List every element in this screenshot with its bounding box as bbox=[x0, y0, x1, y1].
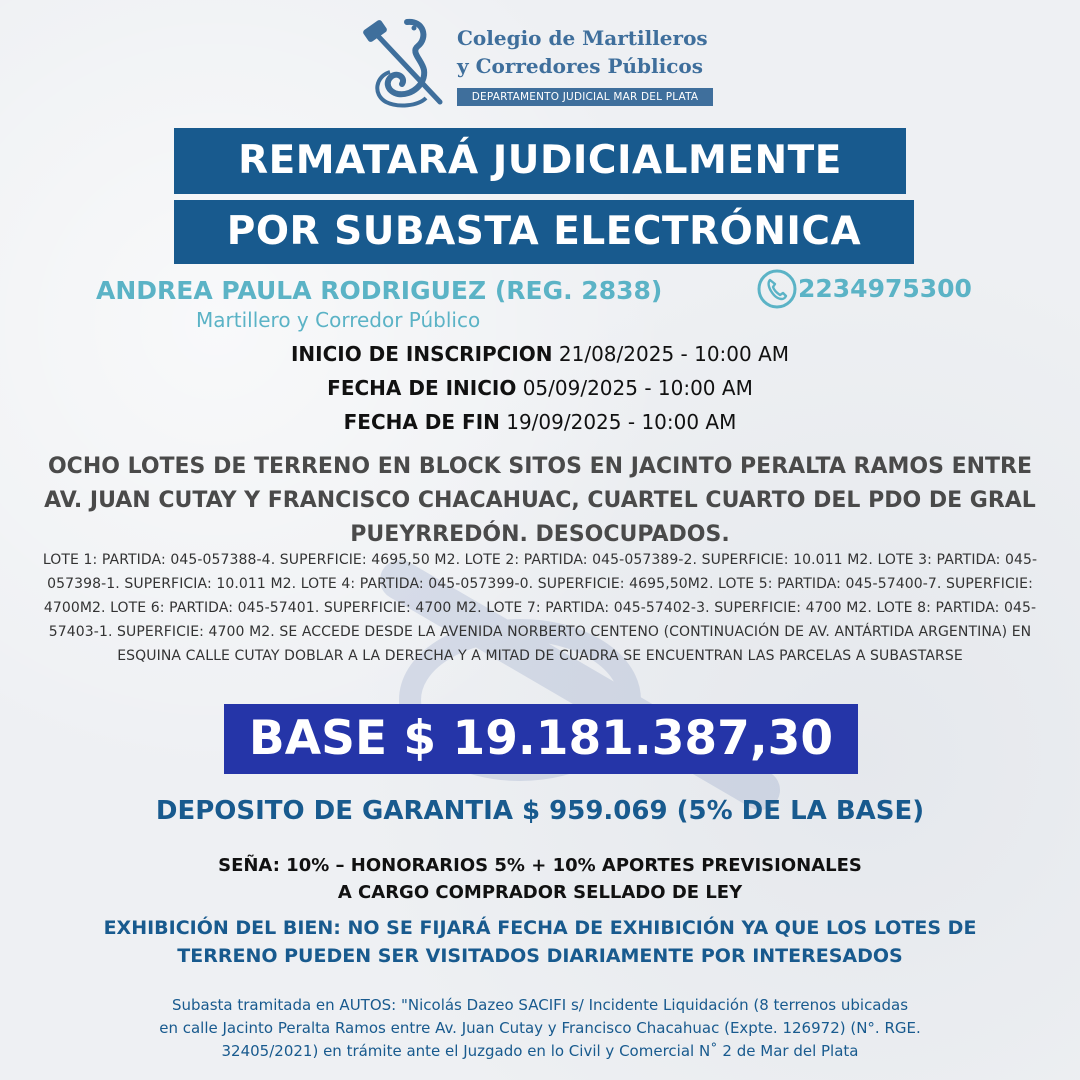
logo bbox=[362, 14, 722, 114]
auctioneer-title: Martillero y Corredor Público bbox=[196, 308, 481, 332]
logo-title-line2: y Corredores Públicos bbox=[457, 54, 703, 78]
case-reference-line2: en calle Jacinto Peralta Ramos entre Av. Juan Cutay y Francisco Chacahuac (Expte. 126972) (N°. RGE. bbox=[159, 1019, 921, 1037]
date-fin-value: 19/09/2025 - 10:00 AM bbox=[506, 410, 737, 434]
deposit-guarantee: DEPOSITO DE GARANTIA $ 959.069 (5% DE LA BASE) bbox=[155, 796, 925, 826]
base-price-banner: BASE $ 19.181.387,30 bbox=[224, 704, 858, 774]
exhibition-notice bbox=[40, 914, 1040, 970]
lots-detail: LOTE 1: PARTIDA: 045-057388-4. SUPERFICIE: 4695,50 M2. LOTE 2: PARTIDA: 045-057389-2. SUPERFICIE: 10.011 M2. LOTE 3: PARTIDA: 045-057398-1. SUPERFICIA: 10.011 M2. LOTE 4: PARTIDA: 045-057399-0. SUPERFICIE: 4695,50M2. LOTE 5: PARTIDA: 045-57400-7. SUPERFICIE: 4700M2. LOTE 6: PARTIDA: 045-57401. SUPERFICIE: 4700 M2. LOTE 7: PARTIDA: 045-57402-3. SUPERFICIE: 4700 M2. LOTE 8: PARTIDA: 045-57403-1. SUPERFICIE: 4700 M2. SE ACCEDE DESDE LA AVENIDA NORBERTO CENTENO (CONTINUACIÓN DE AV. ANTÁRTIDA ARGENTINA) EN ESQUINA CALLE CUTAY DOBLAR A LA DERECHA Y A MITAD DE CUADRA SE ENCUENTRAN LAS PARCELAS A SUBASTARSE bbox=[42, 552, 1038, 664]
phone-icon bbox=[756, 268, 798, 310]
case-reference-line3: 32405/2021) en trámite ante el Juzgado en lo Civil y Comercial N˚ 2 de Mar del Plata bbox=[221, 1042, 859, 1060]
date-inscripcion bbox=[0, 342, 1080, 366]
phone-number[interactable]: 2234975300 bbox=[798, 274, 972, 303]
logo-title-line1: Colegio de Martilleros bbox=[457, 26, 708, 50]
date-inicio-label: FECHA DE INICIO bbox=[327, 376, 517, 400]
property-description: OCHO LOTES DE TERRENO EN BLOCK SITOS EN JACINTO PERALTA RAMOS ENTRE AV. JUAN CUTAY Y FRANCISCO CHACAHUAC, CUARTEL CUARTO DEL PDO DE GRAL PUEYRREDÓN. DESOCUPADOS. bbox=[44, 454, 1036, 547]
payment-terms bbox=[0, 852, 1080, 906]
gavel-seahorse-icon bbox=[362, 14, 452, 110]
case-reference-line1: Subasta tramitada en AUTOS: "Nicolás Dazeo SACIFI s/ Incidente Liquidación (8 terrenos ubicadas bbox=[171, 996, 909, 1014]
date-inicio bbox=[0, 376, 1080, 400]
payment-terms-line2: A CARGO COMPRADOR SELLADO DE LEY bbox=[337, 882, 743, 903]
date-inscripcion-label: INICIO DE INSCRIPCION bbox=[290, 342, 553, 366]
date-inicio-value: 05/09/2025 - 10:00 AM bbox=[522, 376, 753, 400]
exhibition-line2: TERRENO PUEDEN SER VISITADOS DIARIAMENTE POR INTERESADOS bbox=[177, 945, 903, 967]
date-fin bbox=[0, 410, 1080, 434]
payment-terms-line1: SEÑA: 10% – HONORARIOS 5% + 10% APORTES PREVISIONALES bbox=[218, 855, 862, 876]
case-reference bbox=[60, 994, 1020, 1063]
logo-department-banner: DEPARTAMENTO JUDICIAL MAR DEL PLATA bbox=[457, 88, 713, 106]
auctioneer-name: ANDREA PAULA RODRIGUEZ (REG. 2838) bbox=[96, 276, 663, 305]
headline-line2: POR SUBASTA ELECTRÓNICA bbox=[174, 200, 914, 264]
headline-line1: REMATARÁ JUDICIALMENTE bbox=[174, 128, 906, 194]
exhibition-line1: EXHIBICIÓN DEL BIEN: NO SE FIJARÁ FECHA DE EXHIBICIÓN YA QUE LOS LOTES DE bbox=[103, 917, 977, 939]
date-inscripcion-value: 21/08/2025 - 10:00 AM bbox=[558, 342, 790, 366]
date-fin-label: FECHA DE FIN bbox=[343, 410, 500, 434]
